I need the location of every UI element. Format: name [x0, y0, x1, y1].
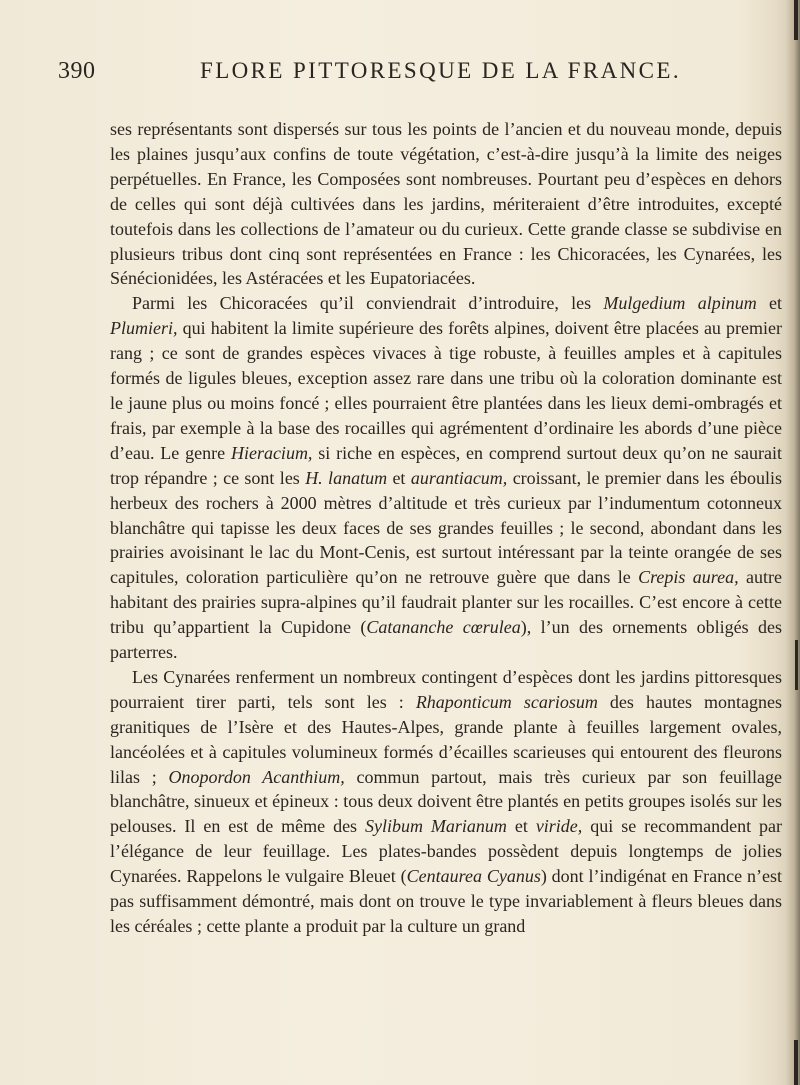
text-run: croissant, le premier dans les éboulis herbeux des rochers à 2000 mètres d’altitude et très curieux par l’indumentum cotonneux blanchâtre qui tapisse les deux faces de ses grandes feuilles ; le second, abondant dans les prairies avoisinant le lac du Mont-Cenis, est surtout intéressant par la teinte orangée de ses capitules, coloration particulière qu’on ne retrouve guère que dans le [110, 467, 782, 588]
italic-term: Hieracium, [230, 442, 313, 463]
italic-term: Crepis aurea, [638, 567, 739, 588]
paragraph [110, 291, 782, 665]
page-edge-mark [794, 1040, 798, 1085]
italic-term: viride, [535, 816, 583, 837]
italic-term: Plumieri, [110, 318, 178, 339]
paragraph [110, 665, 782, 939]
text-run: ses représentants sont dispersés sur tous les points de l’ancien et du nouveau monde, depuis les plaines jusqu’aux confins de toute végétation, c’est-à-dire jusqu’à la limite des neiges perpétuelles. En France, les Composées sont nombreuses. Pourtant peu d’espèces en dehors de celles qui sont déjà cultivées dans les jardins, mériteraient d’être introduites, excepté toutefois dans les collections de l’amateur ou du curieux. Cette grande classe se subdivise en plusieurs tribus dont cinq sont représentées en France : les Chicoracées, les Cynarées, les Sénécionidées, les Astéracées et les Eupatoriacées. [110, 119, 782, 289]
italic-term: H. lanatum [305, 467, 388, 488]
text-run: qui se recommandent par l’élégance de leur feuillage. Les plates-bandes possèdent depuis longtemps de jolies Cynarées. Rappelons le vulgaire Bleuet ( [110, 816, 782, 887]
italic-term: Centaurea Cyanus [406, 866, 541, 887]
page-edge-shadow [786, 0, 800, 1085]
text-run: des hautes montagnes granitiques de l’Isère et des Hautes-Alpes, grande plante à feuilles largement ovales, lancéolées et à capitules volumineux formés d’écailles scarieuses qui entourent des fleurons lilas ; [110, 691, 782, 787]
text-run: si riche en espèces, en comprend surtout deux qu’on ne saurait trop répandre ; ce sont les [110, 442, 782, 488]
page-number: 390 [58, 58, 96, 84]
text-run: ) dont l’indigénat en France n’est pas suffisamment démontré, mais dont on trouve le type invariablement à fleurs bleues dans les céréales ; cette plante a produit par la culture un grand [110, 866, 782, 936]
page-header [0, 52, 800, 92]
text-run: qui habitent la limite supérieure des forêts alpines, doivent être placées au premier rang ; ce sont de grandes espèces vivaces à tige robuste, à feuilles amples et à capitules formés de ligules bleues, exception assez rare dans une tribu où la coloration dominante est le jaune plus ou moins foncé ; elles pourraient être plantées dans les lieux demi-ombragés et frais, par exemple à la base des rocailles qui agrémentent d’ordinaire les abords d’une pièce d’eau. Le genre [110, 318, 782, 463]
page-edge-mark [794, 0, 798, 40]
text-run: commun partout, mais très curieux par son feuillage blanchâtre, sinueux et épineux : tous deux doivent être plantés en petits groupes isolés sur les pelouses. Il en est de même des [110, 766, 783, 837]
running-title: FLORE PITTORESQUE DE LA FRANCE. [200, 58, 681, 83]
body-text [110, 117, 782, 939]
italic-term: aurantiacum, [410, 467, 508, 488]
text-run: et [756, 293, 782, 314]
italic-term: Mulgedium alpinum [603, 293, 757, 314]
italic-term: Catananche cœrulea [366, 617, 521, 638]
text-run: ), l’un des ornements obligés des parterres. [110, 617, 783, 663]
text-run: et [387, 467, 411, 488]
italic-term: Onopordon Acanthium, [168, 766, 345, 787]
italic-term: Rhaponticum scariosum [415, 691, 598, 712]
text-run: Les Cynarées renferment un nombreux contingent d’espèces dont les jardins pittoresques pourraient tirer parti, tels sont les : [110, 666, 782, 712]
italic-term: Sylibum Marianum [365, 816, 507, 837]
text-run: autre habitant des prairies supra-alpines qu’il faudrait planter sur les rocailles. C’est encore à cette tribu qu’appartient la Cupidone ( [110, 567, 782, 638]
text-run: et [506, 816, 536, 837]
text-run: Parmi les Chicoracées qu’il conviendrait d’introduire, les [132, 293, 604, 314]
paragraph [110, 117, 782, 291]
page-edge-mark [795, 640, 798, 690]
